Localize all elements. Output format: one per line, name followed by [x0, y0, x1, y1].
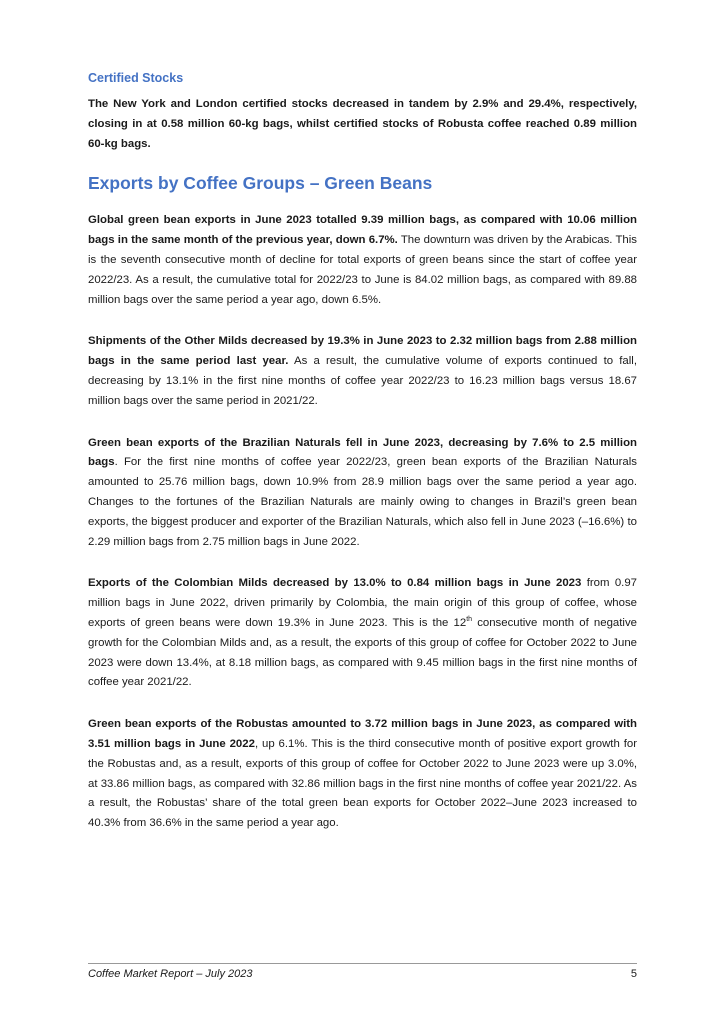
colombian-milds-text: from 0.97 million bags in June 2022, driven primarily by Colombia, the main origin of this group of coffee, whose exports of green beans were down 19.3% in June 2023. This is the 12 [88, 577, 637, 629]
ordinal-suffix: th [466, 616, 473, 624]
certified-stocks-text: The New York and London certified stocks decreased in tandem by 2.9% and 29.4%, respectively, closing in at 0.58 million 60-kg bags, whilst certified stocks of Robusta coffee reached 0.89 million 60-kg bags. [88, 98, 637, 150]
colombian-milds-paragraph [88, 574, 637, 693]
exports-heading: Exports by Coffee Groups – Green Beans [88, 173, 433, 194]
page-footer [88, 963, 637, 981]
robustas-paragraph [88, 715, 637, 834]
robustas-text: , up 6.1%. This is the third consecutive month of positive export growth for the Robustas and, as a result, exports of this group of coffee for October 2022 to June 2023 were up 3.0%, at 33.86 million bags, as compared with 32.86 million bags in the first nine months of coffee year 2021/22. As a result, the Robustas’ share of the total green bean exports for October 2022–June 2023 increased to 40.3% from 36.6% in the same period a year ago. [88, 737, 637, 830]
other-milds-bold: Shipments of the Other Milds decreased by 19.3% in June 2023 to 2.32 million bags from 2.88 million bags in the same period last year. [88, 335, 637, 368]
other-milds-text: As a result, the cumulative volume of exports continued to fall, decreasing by 13.1% in the first nine months of coffee year 2022/23 to 16.23 million bags versus 18.67 million bags over the same period in 2021/22. [88, 355, 637, 407]
brazilian-naturals-paragraph [88, 434, 637, 553]
certified-stocks-heading: Certified Stocks [88, 71, 184, 85]
brazilian-naturals-bold: Green bean exports of the Brazilian Naturals fell in June 2023, decreasing by 7.6% to 2.5 million bags [88, 436, 637, 469]
robustas-bold: Green bean exports of the Robustas amounted to 3.72 million bags in June 2023, as compared with 3.51 million bags in June 2022 [88, 718, 637, 750]
certified-stocks-paragraph [88, 95, 637, 154]
global-exports-bold: Global green bean exports in June 2023 totalled 9.39 million bags, as compared with 10.06 million bags in the same month of the previous year, down 6.7%. [88, 214, 637, 247]
colombian-milds-bold: Exports of the Colombian Milds decreased by 13.0% to 0.84 million bags in June 2023 [88, 577, 582, 590]
colombian-milds-text-continued: consecutive month of negative growth for the Colombian Milds and, as a result, the exports of this group of coffee for October 2022 to June 2023 were down 13.4%, at 8.18 million bags, as compared with 9.45 million bags in the first nine months of coffee year 2021/22. [88, 616, 637, 689]
footer-report-title: Coffee Market Report – July 2023 [88, 968, 253, 980]
global-exports-text: The downturn was driven by the Arabicas. This is the seventh consecutive month of decline for total exports of green beans since the start of coffee year 2022/23. As a result, the cumulative total for 2022/23 to June is 84.02 million bags, as compared with 89.88 million bags over the same period a year ago, down 6.5%. [88, 234, 637, 306]
page-number: 5 [630, 968, 637, 980]
report-body [88, 68, 637, 834]
other-milds-paragraph [88, 332, 637, 411]
global-exports-paragraph [88, 211, 637, 310]
brazilian-naturals-text: . For the first nine months of coffee year 2022/23, green bean exports of the Brazilian Naturals amounted to 25.76 million bags, down 10.9% from 28.9 million bags over the same period a year ago. Changes to the fortunes of the Brazilian Naturals are mainly owing to changes in Brazil’s green bean exports, the biggest producer and exporter of the Brazilian Naturals, which also fell in June 2023 (–16.6%) to 2.29 million bags from 2.75 million bags in June 2022. [88, 456, 637, 548]
